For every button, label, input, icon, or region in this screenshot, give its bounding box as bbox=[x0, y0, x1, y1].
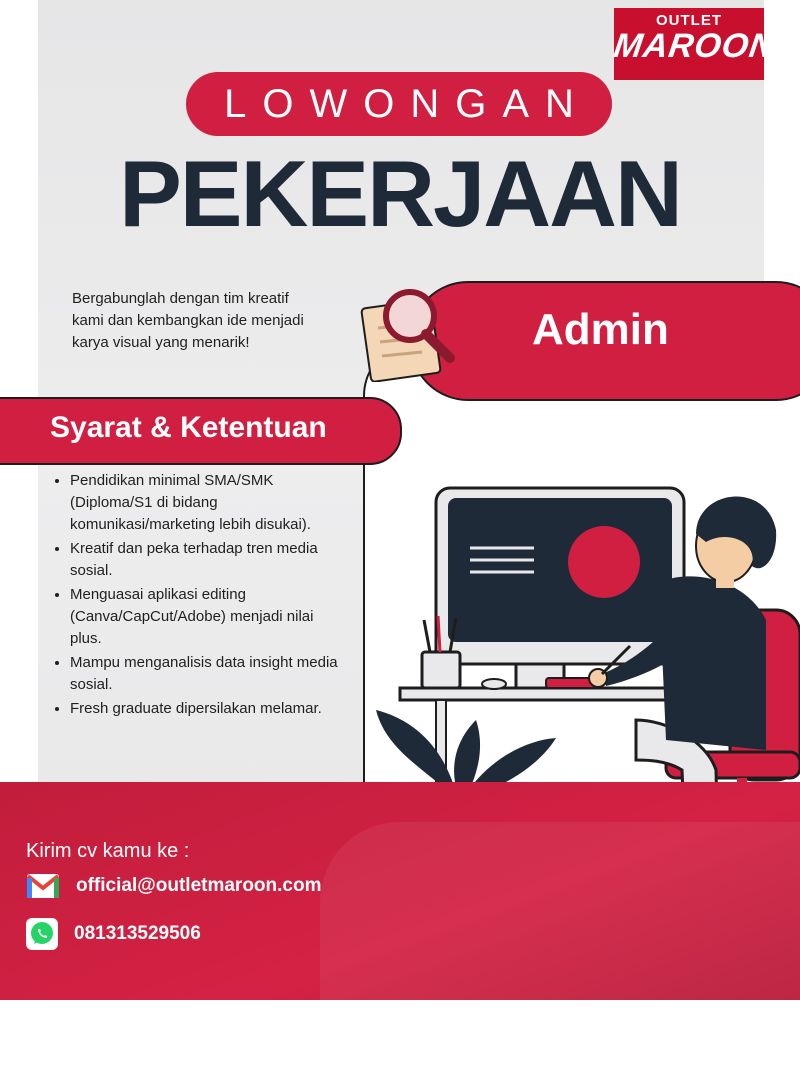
gmail-icon bbox=[26, 873, 60, 899]
list-item: • Menguasai aplikasi editing (Canva/CapCut/Adobe) menjadi nilai plus. bbox=[70, 584, 340, 650]
email-row[interactable] bbox=[26, 873, 322, 899]
screen-circle bbox=[568, 526, 640, 598]
pen-cup bbox=[422, 652, 460, 688]
phone-number[interactable]: 081313529506 bbox=[74, 923, 201, 944]
logo-line-2: MAROON bbox=[611, 27, 778, 65]
list-item: • Pendidikan minimal SMA/SMK (Diploma/S1 di bidang komunikasi/marketing lebih disukai). bbox=[70, 470, 340, 536]
pen-2 bbox=[438, 616, 440, 652]
magnifier-document-icon bbox=[358, 286, 468, 382]
header-pill bbox=[186, 72, 612, 136]
person-torso bbox=[662, 576, 766, 750]
requirements-heading: Syarat & Ketentuan bbox=[50, 411, 327, 444]
page-title: PEKERJAAN bbox=[119, 141, 681, 246]
brand-logo bbox=[611, 8, 778, 80]
logo-line-1: OUTLET bbox=[656, 12, 722, 29]
list-item: • Fresh graduate dipersilakan melamar. bbox=[70, 698, 340, 720]
contact-heading: Kirim cv kamu ke : bbox=[26, 840, 190, 862]
list-item: • Kreatif dan peka terhadap tren media sosial. bbox=[70, 538, 340, 582]
mouse bbox=[482, 679, 506, 689]
position-title: Admin bbox=[532, 305, 669, 354]
person-neck bbox=[716, 574, 734, 588]
requirements-list bbox=[50, 470, 340, 722]
whatsapp-icon bbox=[26, 918, 58, 950]
email-address[interactable]: official@outletmaroon.com bbox=[76, 875, 322, 896]
phone-row[interactable] bbox=[26, 918, 201, 950]
intro-text: Bergabunglah dengan tim kreatif kami dan kembangkan ide menjadi karya visual yang menarik! bbox=[72, 290, 304, 351]
list-item: • Mampu menganalisis data insight media sosial. bbox=[70, 652, 340, 696]
pen-1 bbox=[424, 620, 430, 652]
header-pill-text: LOWONGAN bbox=[224, 81, 590, 126]
decorative-swoop bbox=[320, 822, 800, 1082]
